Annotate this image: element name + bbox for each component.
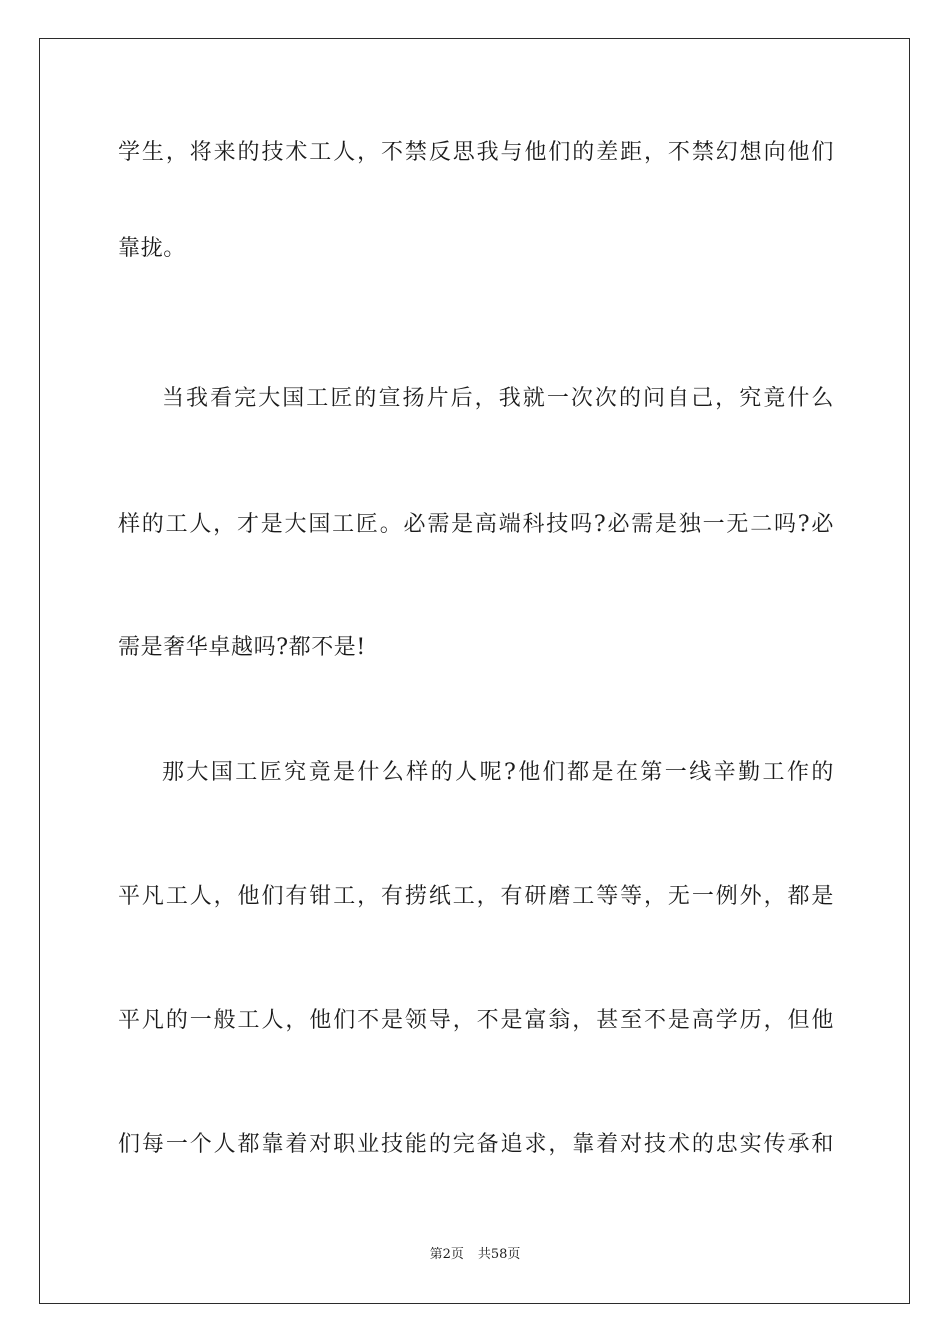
body-line-1: 学生，将来的技术工人，不禁反思我与他们的差距，不禁幻想向他们 — [118, 140, 834, 165]
body-line-3: 当我看完大国工匠的宣扬片后，我就一次次的问自己，究竟什么 — [162, 386, 834, 411]
body-line-7: 平凡工人，他们有钳工，有捞纸工，有研磨工等等，无一例外，都是 — [118, 884, 834, 909]
body-line-2: 靠拢。 — [118, 236, 186, 261]
body-line-6: 那大国工匠究竟是什么样的人呢?他们都是在第一线辛勤工作的 — [162, 760, 834, 785]
body-line-9: 们每一个人都靠着对职业技能的完备追求，靠着对技术的忠实传承和 — [118, 1132, 834, 1157]
page-frame — [39, 38, 910, 1304]
body-line-8: 平凡的一般工人，他们不是领导，不是富翁，甚至不是高学历，但他 — [118, 1008, 834, 1033]
page-number: 第2页 — [429, 1247, 464, 1262]
body-line-5: 需是奢华卓越吗?都不是! — [118, 635, 366, 660]
body-line-4: 样的工人，才是大国工匠。必需是高端科技吗?必需是独一无二吗?必 — [118, 512, 834, 537]
page-footer — [0, 1247, 950, 1263]
page-total: 共58页 — [477, 1247, 521, 1262]
